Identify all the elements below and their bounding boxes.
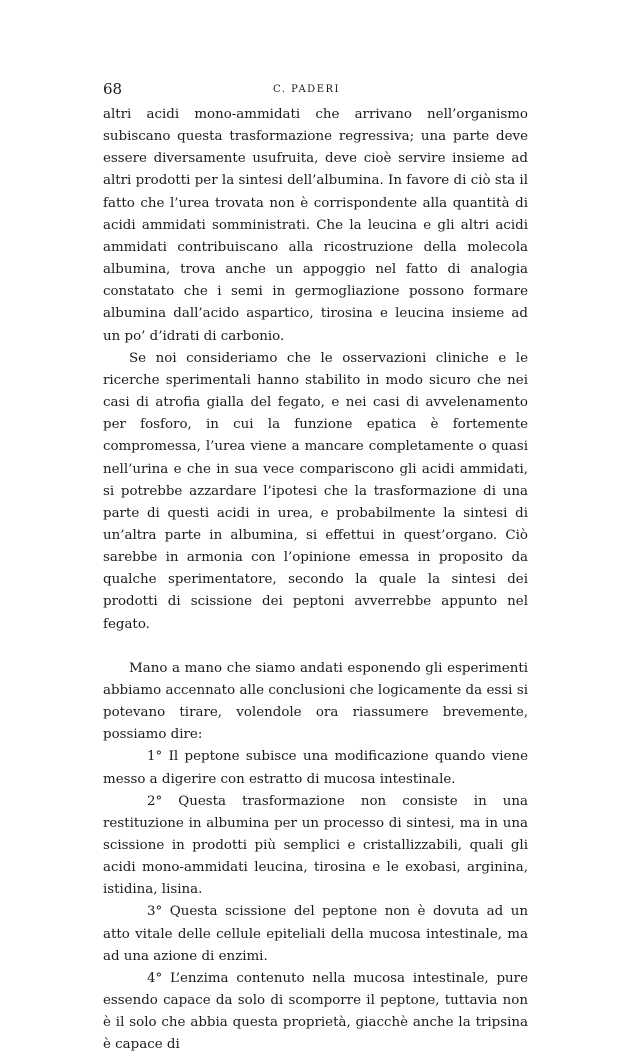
paragraph-summary-intro: Mano a mano che siamo andati esponendo gli esperimenti abbiamo accennato alle conclusioni che logicamente da essi si potevano tirare, volendole ora riassumere brevemente, possiamo dire: xyxy=(103,660,528,743)
running-head-author: C. PADERI xyxy=(273,84,340,95)
paragraph-clinical-observations: Se noi consideriamo che le osservazioni cliniche e le ricerche sperimentali hanno stabilito in modo sicuro che nei casi di atrofia gialla del fegato, e nei casi di avvelenamento per fosforo, in cui la funzione epatica è fortemente compromessa, l’urea viene a mancare completamente o quasi nell’urina e che in sua vece compariscono gli acidi ammidati, si potrebbe azzardare l’ipotesi che la trasformazione di una parte di questi acidi in urea, e probabilmente la sintesi di un’altra parte in albumina, si effettui in quest’organo. Ciò sarebbe in armonia con l’opinione emessa in proposito da qualche sperimentatore, secondo la quale la sintesi dei prodotti di scissione dei peptoni avverrebbe appunto nel fegato. xyxy=(103,350,528,632)
page-number: 68 xyxy=(103,80,123,98)
conclusion-item-4: 4° L’enzima contenuto nella mucosa intestinale, pure essendo capace da solo di scomporre il peptone, tuttavia non è il solo che abbia questa proprietà, giacchè anche la tripsina è capace di xyxy=(103,970,528,1053)
page-header xyxy=(103,80,528,100)
conclusion-item-3: 3° Questa scissione del peptone non è dovuta ad un atto vitale delle cellule epiteliali della mucosa intestinale, ma ad una azione di enzimi. xyxy=(103,904,528,964)
conclusion-item-2: 2° Questa trasformazione non consiste in una restituzione in albumina per un processo di sintesi, ma in una scissione in prodotti più semplici e cristallizzabili, quali gli acidi mono-ammidati leucina, tirosina e le exobasi, arginina, istidina, lisina. xyxy=(103,793,528,898)
paragraph-continuation: altri acidi mono-ammidati che arrivano nell’organismo subiscano questa trasformazione regressiva; una parte deve essere diversamente usufruita, deve cioè servire insieme ad altri prodotti per la sintesi dell’albumina. In favore di ciò sta il fatto che l’urea trovata non è corrispondente alla quantità di acidi ammidati somministrati. Che la leucina e gli altri acidi ammidati contribuiscano alla ricostruzione della molecola albumina, trova anche un appoggio nel fatto di analogia constatato che i semi in germogliazione possono formare albumina dall’acido aspartico, tirosina e leucina insieme ad un po’ d’idrati di carbonio. xyxy=(103,107,528,344)
body-text xyxy=(103,104,528,1057)
conclusion-item-1: 1° Il peptone subisce una modificazione quando viene messo a digerire con estratto di mucosa intestinale. xyxy=(103,749,528,787)
